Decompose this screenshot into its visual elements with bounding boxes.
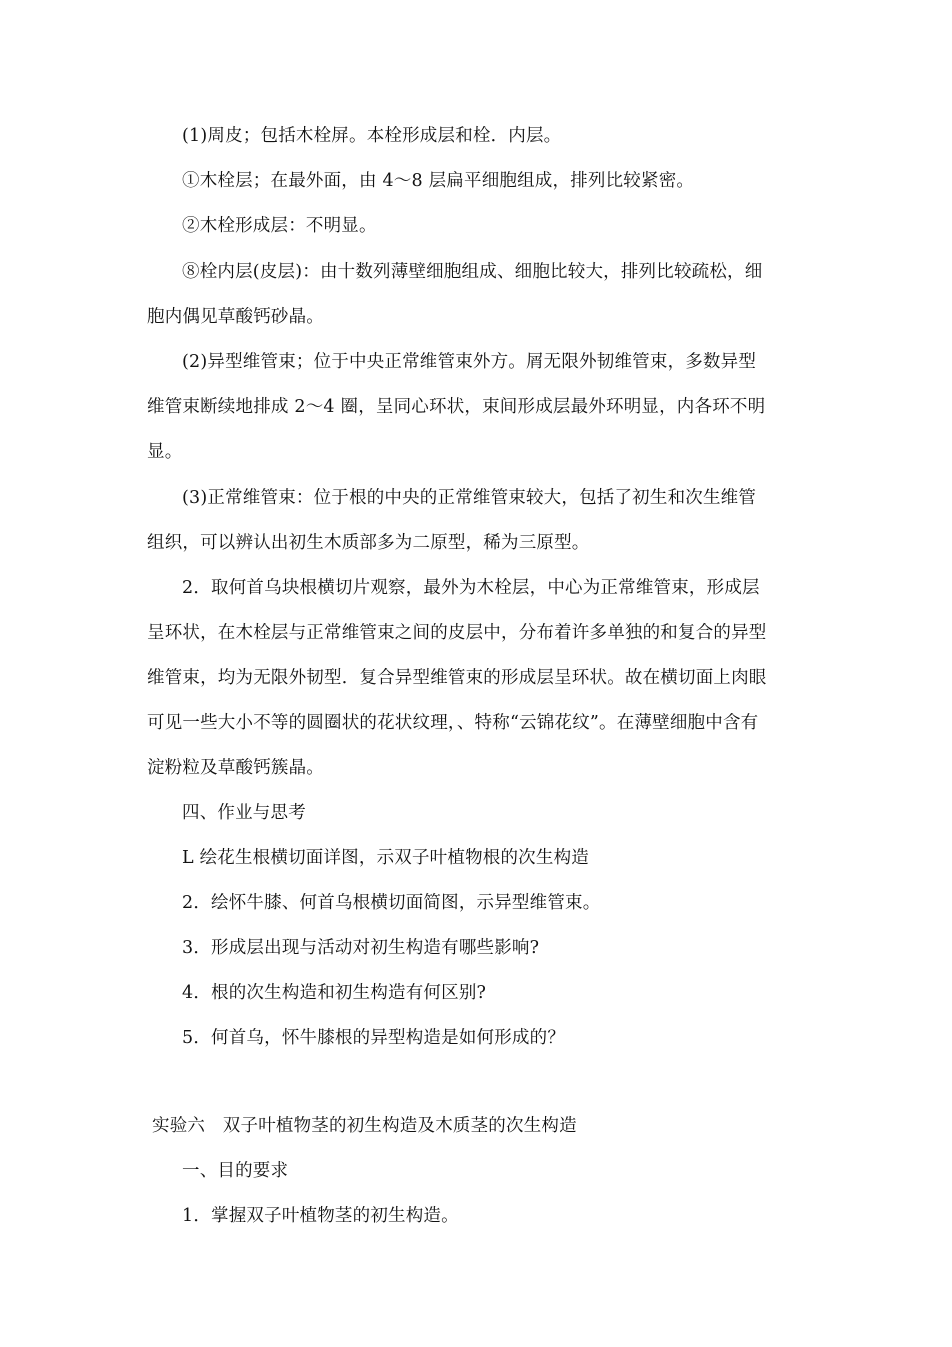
paragraph-heshouwu-line5: 淀粉粒及草酸钙簇晶。 <box>147 758 324 778</box>
question-3: 3．形成层出现与活动对初生构造有哪些影响? <box>182 938 540 958</box>
question-4: 4．根的次生构造和初生构造有何区别? <box>182 983 487 1003</box>
experiment-6-title: 实验六 双子叶植物茎的初生构造及木质茎的次生构造 <box>152 1116 577 1136</box>
paragraph-normal-bundles-line2: 组织，可以辨认出初生木质部多为二原型，稀为三原型。 <box>147 533 590 553</box>
section-heading-homework: 四、作业与思考 <box>182 803 306 823</box>
experiment-6-section-objectives: 一、目的要求 <box>182 1161 289 1181</box>
item-phelloderm-line1: ⑧栓内层(皮层)：由十数列薄壁细胞组成、细胞比较大，排列比较疏松，细 <box>182 262 763 282</box>
paragraph-anomalous-bundles-line2: 维管束断续地排成 2～4 圈，呈同心环状，束间形成层最外环明显，内各环不明 <box>147 397 766 417</box>
paragraph-heshouwu-line3: 维管束，均为无限外韧型．复合异型维管束的形成层呈环状。故在横切面上肉眼 <box>147 668 767 688</box>
paragraph-heshouwu-line1: 2．取何首乌块根横切片观察，最外为木栓层，中心为正常维管束，形成层 <box>182 578 760 598</box>
paragraph-anomalous-bundles-line3: 显。 <box>147 442 183 462</box>
paragraph-periderm: (1)周皮；包括木栓屏。本栓形成层和栓．内层。 <box>182 126 562 146</box>
item-cork-layer: ①木栓层；在最外面，由 4～8 层扁平细胞组成，排列比较紧密。 <box>182 171 695 191</box>
experiment-6-objective-1: 1．掌握双子叶植物茎的初生构造。 <box>182 1206 459 1226</box>
paragraph-normal-bundles-line1: (3)正常维管束：位于根的中央的正常维管束较大，包括了初生和次生维管 <box>182 488 757 508</box>
question-2: 2．绘怀牛膝、何首乌根横切面简图，示异型维管束。 <box>182 893 601 913</box>
item-cork-cambium: ②木栓形成层：不明显。 <box>182 216 377 236</box>
paragraph-anomalous-bundles-line1: (2)异型维管束；位于中央正常维管束外方。屑无限外韧维管束，多数异型 <box>182 352 757 372</box>
question-1: L 绘花生根横切面详图，示双子叶植物根的次生构造 <box>182 848 589 868</box>
question-5: 5．何首乌，怀牛膝根的异型构造是如何形成的？ <box>182 1028 566 1048</box>
item-phelloderm-line2: 胞内偶见草酸钙砂晶。 <box>147 307 324 327</box>
paragraph-heshouwu-line2: 呈环状，在木栓层与正常维管束之间的皮层中，分布着许多单独的和复合的异型 <box>147 623 767 643</box>
paragraph-heshouwu-line4: 可见一些大小不等的圆圈状的花状纹理，、特称“云锦花纹”。在薄壁细胞中含有 <box>147 713 759 733</box>
